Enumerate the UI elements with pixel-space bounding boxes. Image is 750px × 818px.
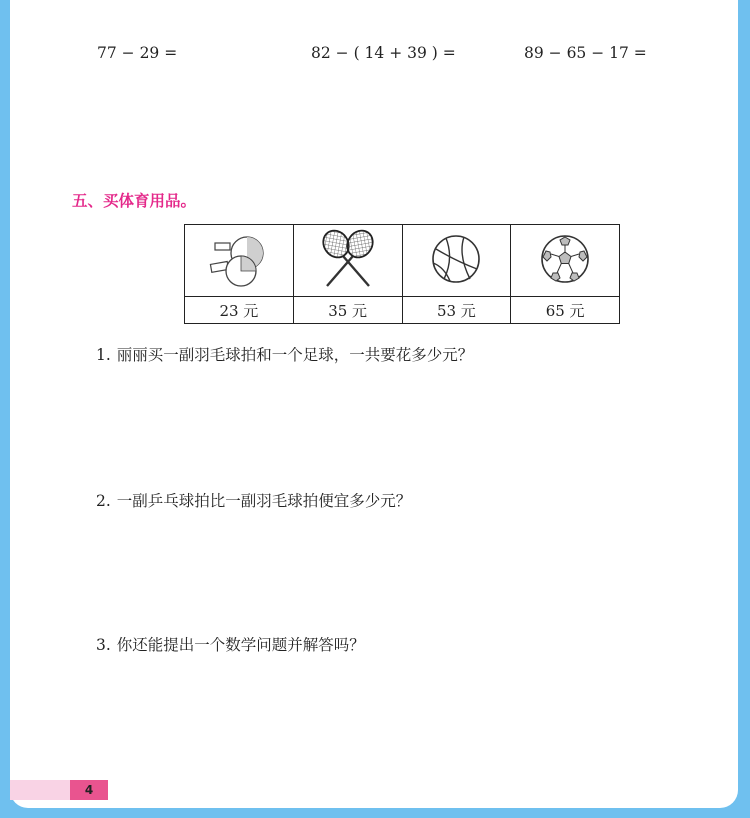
- expression-2: 82 − ( 14 + 39 ) =: [311, 44, 456, 62]
- item-cell: [185, 225, 294, 297]
- question-number: 1.: [96, 346, 111, 364]
- price-cell: 65 元: [511, 297, 620, 324]
- question-number: 2.: [96, 492, 111, 510]
- question-text: 你还能提出一个数学问题并解答吗？: [116, 636, 365, 654]
- soccer-ball-icon: [539, 233, 591, 285]
- item-cell: [402, 225, 511, 297]
- sports-items-table: [184, 224, 620, 324]
- price-cell: 53 元: [402, 297, 511, 324]
- badminton-rackets-icon: [317, 228, 379, 290]
- price-cell: 35 元: [293, 297, 402, 324]
- item-prices-row: [185, 297, 620, 324]
- item-images-row: [185, 225, 620, 297]
- item-cell: [293, 225, 402, 297]
- expression-3: 89 − 65 − 17 =: [524, 44, 647, 62]
- question-1: [96, 343, 473, 365]
- question-2: [96, 489, 411, 511]
- question-3: [96, 633, 365, 655]
- section-heading: 五、买体育用品。: [72, 192, 197, 210]
- expression-1: 77 − 29 =: [97, 44, 178, 62]
- item-cell: [511, 225, 620, 297]
- question-text: 丽丽买一副羽毛球拍和一个足球，一共要花多少元？: [116, 346, 474, 364]
- price-cell: 23 元: [185, 297, 294, 324]
- ping-pong-paddles-icon: [207, 229, 271, 289]
- question-number: 3.: [96, 636, 111, 654]
- question-text: 一副乒乓球拍比一副羽毛球拍便宜多少元？: [116, 492, 412, 510]
- basketball-icon: [430, 233, 482, 285]
- page-number: 4: [70, 780, 108, 800]
- worksheet-page: [10, 0, 738, 808]
